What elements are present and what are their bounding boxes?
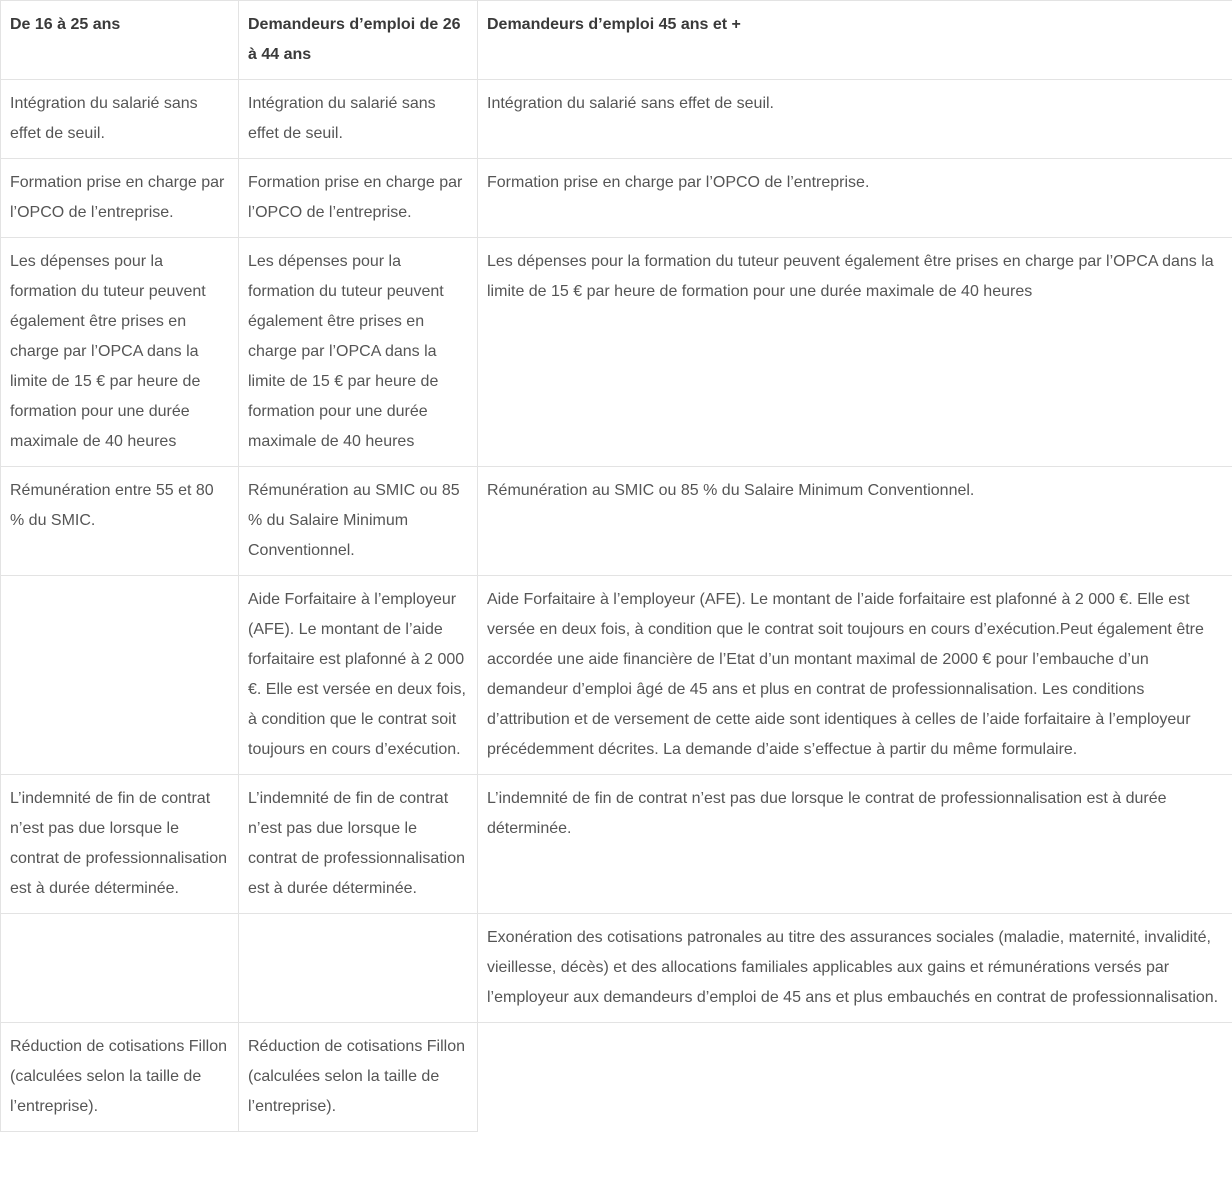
table-cell: L’indemnité de fin de contrat n’est pas due lorsque le contrat de professionnalisation est à durée déterminée. bbox=[478, 775, 1232, 914]
header-cell-16-25: De 16 à 25 ans bbox=[1, 1, 239, 80]
table-cell: Les dépenses pour la formation du tuteur peuvent également être prises en charge par l’OPCA dans la limite de 15 € par heure de formation pour une durée maximale de 40 heures bbox=[478, 238, 1232, 467]
table-cell: Aide Forfaitaire à l’employeur (AFE). Le montant de l’aide forfaitaire est plafonné à 2 000 €. Elle est versée en deux fois, à condition que le contrat soit toujours en cours d’exécution.Peut également être accordée une aide financière de l’Etat d’un montant maximal de 2000 € pour l’embauche d’un demandeur d’emploi âgé de 45 ans et plus en contrat de professionnalisation. Les conditions d’attribution et de versement de cette aide sont identiques à celles de l’aide forfaitaire à l’employeur précédemment décrites. La demande d’aide s’effectue à partir du même formulaire. bbox=[478, 576, 1232, 775]
table-cell: Les dépenses pour la formation du tuteur peuvent également être prises en charge par l’OPCA dans la limite de 15 € par heure de formation pour une durée maximale de 40 heures bbox=[239, 238, 478, 467]
table-cell: Rémunération au SMIC ou 85 % du Salaire Minimum Conventionnel. bbox=[478, 467, 1232, 576]
table-cell: Formation prise en charge par l’OPCO de l’entreprise. bbox=[239, 159, 478, 238]
table-cell: Réduction de cotisations Fillon (calculées selon la taille de l’entreprise). bbox=[239, 1023, 478, 1132]
table-cell-empty bbox=[1, 914, 239, 1023]
table-row bbox=[1, 914, 1232, 1023]
table-cell: Intégration du salarié sans effet de seuil. bbox=[1, 80, 239, 159]
header-cell-26-44: Demandeurs d’emploi de 26 à 44 ans bbox=[239, 1, 478, 80]
table-row bbox=[1, 80, 1232, 159]
table-cell: Rémunération entre 55 et 80 % du SMIC. bbox=[1, 467, 239, 576]
table-cell-empty bbox=[1, 576, 239, 775]
table-cell: Exonération des cotisations patronales au titre des assurances sociales (maladie, maternité, invalidité, vieillesse, décès) et des allocations familiales applicables aux gains et rémunérations versés par l’employeur aux demandeurs d’emploi de 45 ans et plus embauchés en contrat de professionnalisation. bbox=[478, 914, 1232, 1023]
table-cell: Formation prise en charge par l’OPCO de l’entreprise. bbox=[1, 159, 239, 238]
table-cell: L’indemnité de fin de contrat n’est pas due lorsque le contrat de professionnalisation est à durée déterminée. bbox=[1, 775, 239, 914]
table-row bbox=[1, 1023, 1232, 1132]
table-cell: Aide Forfaitaire à l’employeur (AFE). Le montant de l’aide forfaitaire est plafonné à 2 000 €. Elle est versée en deux fois, à condition que le contrat soit toujours en cours d’exécution. bbox=[239, 576, 478, 775]
table-cell-empty bbox=[239, 914, 478, 1023]
table-row bbox=[1, 238, 1232, 467]
table-row bbox=[1, 467, 1232, 576]
table-cell: Formation prise en charge par l’OPCO de l’entreprise. bbox=[478, 159, 1232, 238]
table-cell-empty bbox=[478, 1023, 1232, 1132]
table-row bbox=[1, 159, 1232, 238]
header-cell-45-plus: Demandeurs d’emploi 45 ans et + bbox=[478, 1, 1232, 80]
table-cell: Rémunération au SMIC ou 85 % du Salaire Minimum Conventionnel. bbox=[239, 467, 478, 576]
header-row bbox=[1, 1, 1232, 80]
table-row bbox=[1, 775, 1232, 914]
table-cell: Intégration du salarié sans effet de seuil. bbox=[478, 80, 1232, 159]
table-row bbox=[1, 576, 1232, 775]
table-cell: Les dépenses pour la formation du tuteur peuvent également être prises en charge par l’OPCA dans la limite de 15 € par heure de formation pour une durée maximale de 40 heures bbox=[1, 238, 239, 467]
table-cell: L’indemnité de fin de contrat n’est pas due lorsque le contrat de professionnalisation est à durée déterminée. bbox=[239, 775, 478, 914]
table-cell: Réduction de cotisations Fillon (calculées selon la taille de l’entreprise). bbox=[1, 1023, 239, 1132]
table-cell: Intégration du salarié sans effet de seuil. bbox=[239, 80, 478, 159]
